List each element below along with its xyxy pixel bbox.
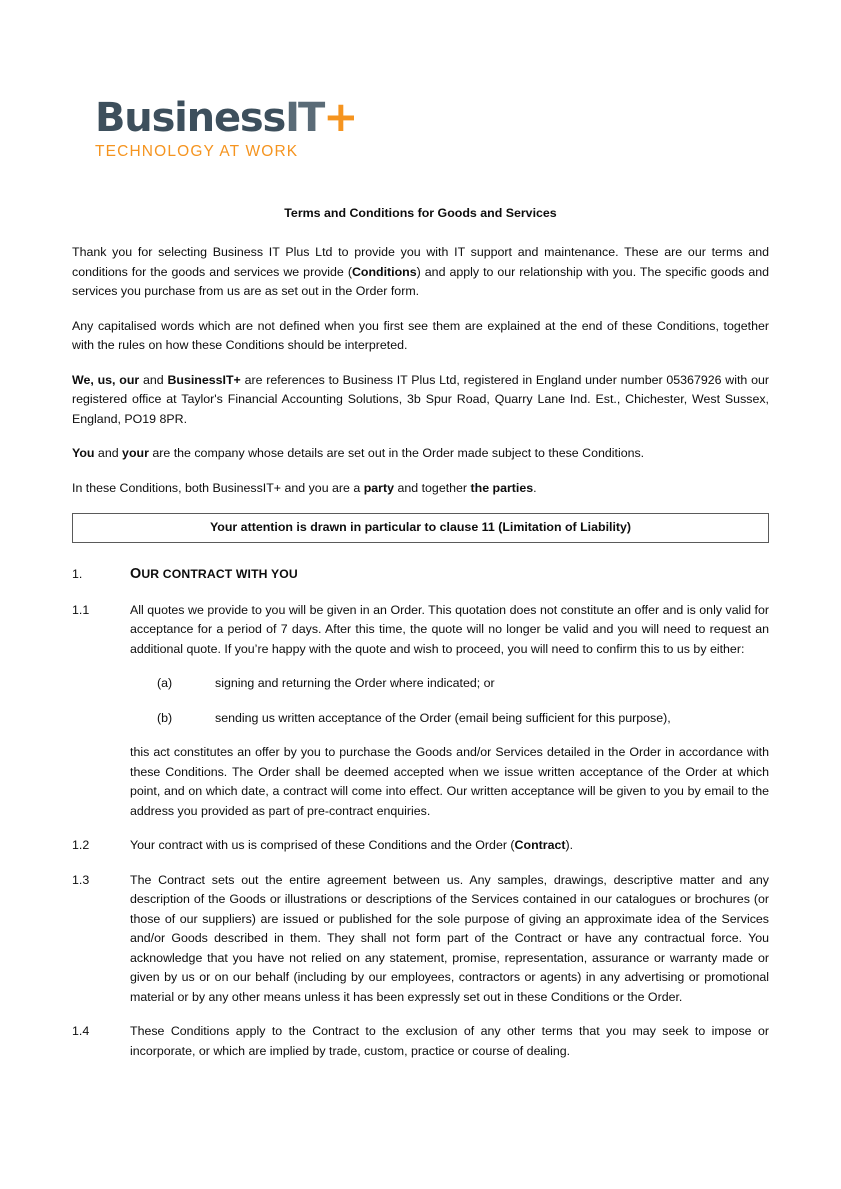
emphasis-term: the parties	[470, 480, 534, 495]
clause-number: 1.1	[72, 602, 90, 617]
text-run: Thank you for selecting Business IT Plus Ltd to provide you with IT support and maintenance. These are our terms and conditions for the goods and services we provide (	[72, 245, 769, 279]
sub-item-text: signing and returning the Order where indicated; or	[215, 676, 495, 690]
section-heading-rest: UR CONTRACT WITH YOU	[141, 567, 298, 581]
emphasis-term: Conditions	[351, 264, 417, 279]
attention-notice-box	[72, 513, 769, 543]
paragraph-we-us-our	[72, 371, 769, 430]
text-run: The Contract sets out the entire agreement between us. Any samples, drawings, descriptive matter and any description of the Goods or illustrations or descriptions of the Services contained in our catalogues or brochures (or those of our suppliers) are issued or published for the sole purpose of giving an approximate idea of the Services and/or Goods described in them. They shall not form part of the Contract or have any contractual force. You acknowledge that you have not relied on any statement, promise, representation, assurance or warranty made or given by us or on our behalf (including by our employees, contractors or agents) in any advertising or promotional material or by any other means unless it has been expressly set out in these Conditions or the Order.	[130, 872, 769, 1004]
paragraph-you-your	[72, 444, 769, 464]
emphasis-term: You	[72, 446, 95, 460]
page-title: Terms and Conditions for Goods and Services	[284, 206, 557, 220]
logo-text-it: IT	[285, 95, 324, 141]
sub-item-letter: (b)	[157, 710, 173, 725]
sub-item-b	[72, 709, 769, 729]
text-run: Any capitalised words which are not defined when you first see them are explained at the end of these Conditions, together with the rules on how these Conditions should be interpreted.	[72, 318, 769, 352]
text-run: are references to Business IT Plus Ltd, registered in England under number 05367926 with our registered office at Taylor's Financial Accounting Solutions, 3b Spur Road, Quarry Lane Ind. Est., Chichester, West Sussex, England, PO19 8PR.	[72, 372, 769, 426]
sub-item-a	[72, 674, 769, 694]
text-run: Your contract with us is comprised of these Conditions and the Order (	[130, 838, 515, 852]
emphasis-term: BusinessIT+	[167, 372, 241, 387]
paragraph-party-parties	[72, 479, 769, 499]
text-run: are the company whose details are set out in the Order made subject to these Conditions.	[148, 446, 645, 460]
attention-notice-text: Your attention is drawn in particular to clause 11 (Limitation of Liability)	[209, 520, 632, 534]
clause-list	[72, 601, 769, 1062]
section-heading-initial: O	[130, 566, 142, 582]
paragraph-thank-you	[72, 243, 769, 302]
text-run: and	[139, 372, 168, 387]
clause-1.4	[72, 1022, 769, 1061]
clause-number: 1.4	[72, 1024, 90, 1038]
logo-text-business: Business	[95, 95, 286, 141]
intro-paragraphs	[72, 243, 769, 498]
emphasis-term: your	[122, 446, 149, 460]
emphasis-term: We, us, our	[72, 372, 140, 387]
text-run: These Conditions apply to the Contract to the exclusion of any other terms that you may seek to impose or incorporate, or which are implied by trade, custom, practice or course of dealing.	[130, 1024, 769, 1058]
section-number: 1.	[72, 567, 83, 581]
text-run: ).	[565, 838, 574, 852]
company-logo	[95, 92, 395, 161]
section-heading-text	[130, 565, 298, 585]
sub-item-letter: (a)	[157, 676, 173, 690]
text-run: and together	[394, 480, 471, 495]
clause-text	[130, 836, 769, 856]
clause-text	[130, 871, 769, 1008]
clause-number: 1.3	[72, 872, 90, 887]
clause-number: 1.2	[72, 838, 90, 852]
section-heading	[72, 565, 769, 585]
clause-1.1	[72, 601, 769, 660]
logo-wordmark	[95, 92, 395, 141]
clause-1.3	[72, 871, 769, 1008]
logo-tagline: TECHNOLOGY AT WORK	[95, 143, 299, 160]
clause-1.2	[72, 836, 769, 856]
clause-continuation-text: this act constitutes an offer by you to purchase the Goods and/or Services detailed in the Order in accordance with these Conditions. The Order shall be deemed accepted when we issue written acceptance of the Order at which point, and on which date, a contract will come into effect. Our written acceptance will be given to you by email to the address you provided as part of pre-contract enquiries.	[130, 745, 769, 818]
text-run: In these Conditions, both BusinessIT+ and you are a	[72, 480, 364, 495]
text-run: .	[533, 480, 537, 495]
text-run: All quotes we provide to you will be given in an Order. This quotation does not constitute an offer and is only valid for acceptance for a period of 7 days. After this time, the quote will no longer be valid and you will need to request an additional quote. If you’re happy with the quote and wish to proceed, you will need to confirm this to us by either:	[130, 602, 769, 656]
text-run: and	[94, 446, 123, 460]
emphasis-term: Contract	[514, 838, 566, 852]
sub-item-text: sending us written acceptance of the Order (email being sufficient for this purpose),	[215, 710, 671, 725]
paragraph-capitalised-words	[72, 317, 769, 356]
document-body	[72, 205, 769, 1076]
text-run: ) and apply to our relationship with you. The specific goods and services you purchase from us are as set out in the Order form.	[72, 264, 770, 298]
emphasis-term: party	[363, 480, 395, 495]
lettered-sub-list	[72, 674, 769, 728]
logo-plus-icon: +	[323, 92, 358, 141]
clause-text	[130, 1022, 769, 1061]
clause-text	[130, 601, 769, 660]
